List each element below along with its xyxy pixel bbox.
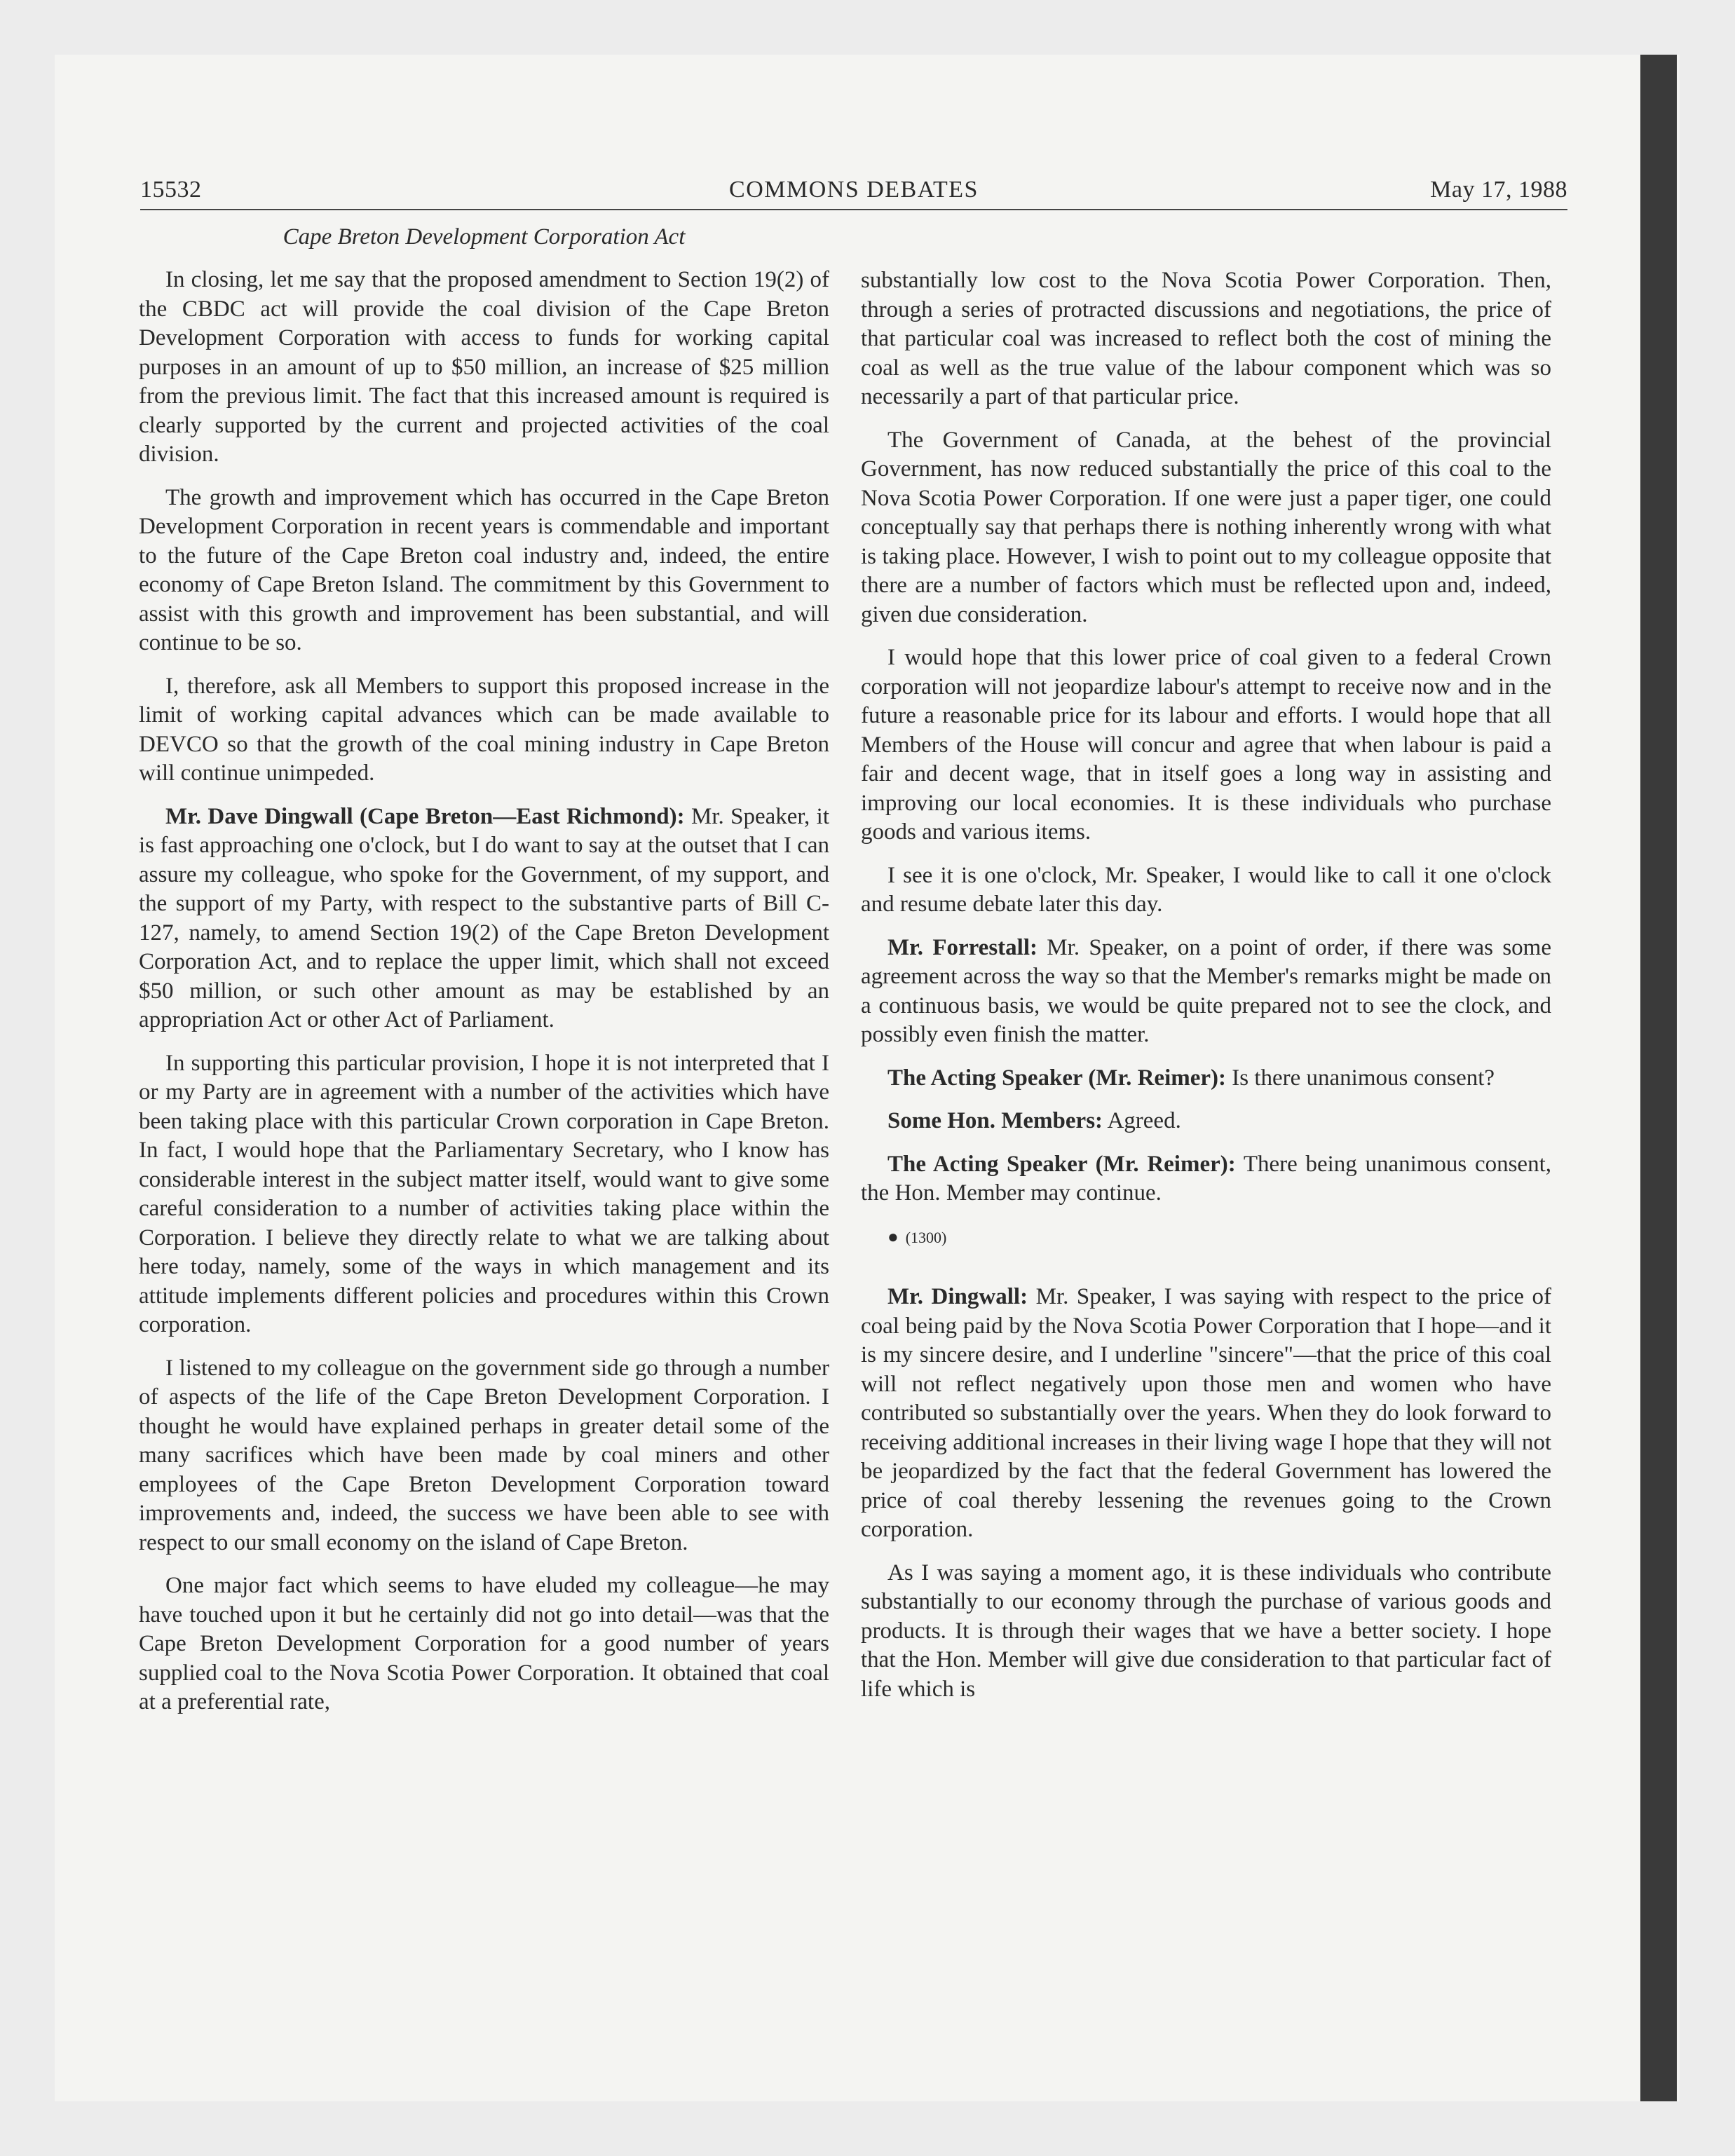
- speech-text: Is there unanimous consent?: [1226, 1065, 1495, 1091]
- speaker-name: Mr. Forrestall:: [887, 934, 1037, 960]
- header-date: May 17, 1988: [1430, 177, 1567, 203]
- speech-paragraph: [861, 1064, 1551, 1093]
- paragraph: One major fact which seems to have eluded my colleague—he may have touched upon it but he certainly did not go into detail—was that the Cape Breton Development Corporation for a good number of years supplied coal to the Nova Scotia Power Corporation. It obtained that coal at a preferential rate,: [139, 1573, 829, 1714]
- paragraph: The Government of Canada, at the behest of the provincial Government, has now reduced substantially the price of this coal to the Nova Scotia Power Corporation. If one were just a paper tiger, one could conceptually say that perhaps there is nothing inherently wrong with what is taking place. However, I wish to point out to my colleague opposite that there are a number of factors which must be reflected upon and, indeed, given due consideration.: [861, 427, 1551, 627]
- speech-paragraph: [139, 803, 829, 1035]
- speech-text: There being unanimous consent, the Hon. Member may continue.: [861, 1151, 1552, 1206]
- paragraph: In supporting this particular provision, I hope it is not interpreted that I or my Party are in agreement with a number of the activities which have been taking place with this particular Crown corporation in Cape Breton. In fact, I would hope that the Parliamentary Secretary, who I know has considerable interest in the subject matter itself, would want to give some careful consideration to a number of activities taking place within the Corporation. I believe they directly relate to what we are talking about here today, namely, some of the ways in which management and its attitude implements different policies and procedures within this Crown corporation.: [139, 1050, 829, 1337]
- paragraph: I would hope that this lower price of coal given to a federal Crown corporation will not jeopardize labour's attempt to receive now and in the future a reasonable price for its labour and efforts. I would hope that all Members of the House will concur and agree that when labour is paid a fair and decent wage, that in itself goes a long way in assisting and improving our local economies. It is these individuals who purchase goods and various items.: [861, 645, 1551, 845]
- speech-text: Agreed.: [1103, 1108, 1181, 1133]
- paragraph: As I was saying a moment ago, it is these individuals who contribute substantially to our economy through the purchase of various goods and products. It is through their wages that we have a better society. I hope that the Hon. Member will give due consideration to that particular fact of life which is: [861, 1560, 1551, 1702]
- paragraph-continued: substantially low cost to the Nova Scotia Power Corporation. Then, through a series of protracted discussions and negotiations, the price of that particular coal was increased to reflect both the cost of mining the coal as well as the true value of the labour component which was so necessarily a part of that particular price.: [861, 268, 1551, 409]
- section-title: Cape Breton Development Corporation Act: [283, 224, 686, 250]
- speaker-name: Mr. Dingwall:: [887, 1284, 1028, 1309]
- speech-text: Mr. Speaker, on a point of order, if there was some agreement across the way so that the Member's remarks might be made on a continuous basis, we would be quite prepared not to see the clock, and possibly even finish the matter.: [861, 934, 1551, 1047]
- speaker-name: The Acting Speaker (Mr. Reimer):: [887, 1065, 1226, 1091]
- bullet-icon: ●: [887, 1226, 899, 1247]
- paragraph: I, therefore, ask all Members to support this proposed increase in the limit of working capital advances which can be made available to DEVCO so that the growth of the coal mining industry in Cape Breton will continue unimpeded.: [139, 673, 829, 786]
- paragraph: The growth and improvement which has occurred in the Cape Breton Development Corporation in recent years is commendable and important to the future of the Cape Breton coal industry and, indeed, the entire economy of Cape Breton Island. The commitment by this Government to assist with this growth and improvement has been substantial, and will continue to be so.: [139, 484, 829, 655]
- page-number: 15532: [140, 177, 202, 203]
- speech-text: Mr. Speaker, it is fast approaching one o'clock, but I do want to say at the outset that I can assure my colleague, who spoke for the Government, of my support, and the support of my Party, with respect to the substantive parts of Bill C-127, namely, to amend Section 19(2) of the Cape Breton Development Corporation Act, and to replace the upper limit, which shall not exceed $50 million, or such other amount as may be established by an appropriation Act or other Act of Parliament.: [139, 803, 829, 1032]
- speech-paragraph: [861, 1150, 1551, 1208]
- time-marker-text: (1300): [905, 1228, 947, 1246]
- speaker-name: Some Hon. Members:: [887, 1108, 1103, 1133]
- speech-paragraph: [861, 1107, 1551, 1136]
- speech-text: Mr. Speaker, I was saying with respect to the price of coal being paid by the Nova Scotia Power Corporation that I hope—and it is my sincere desire, and I underline "sincere"—that the price of this coal will not reflect negatively upon those men and women who have contributed so substantially over the years. When they do look forward to receiving additional increases in their living wage I hope that they will not be jeopardized by the fact that the federal Government has lowered the price of coal thereby lessening the revenues going to the Crown corporation.: [861, 1284, 1551, 1542]
- paragraph: In closing, let me say that the proposed amendment to Section 19(2) of the CBDC act will provide the coal division of the Cape Breton Development Corporation with access to funds for working capital purposes in an amount of up to $50 million, an increase of $25 million from the previous limit. The fact that this increased amount is required is clearly supported by the current and projected activities of the coal division.: [139, 267, 829, 467]
- left-column: [139, 223, 829, 1731]
- paragraph: I listened to my colleague on the government side go through a number of aspects of the life of the Cape Breton Development Corporation. I thought he would have explained perhaps in greater detail some of the many sacrifices which have been made by coal miners and other employees of the Cape Breton Development Corporation toward improvements and, indeed, the success we have been able to see with respect to our small economy on the island of Cape Breton.: [139, 1355, 829, 1555]
- running-title: COMMONS DEBATES: [729, 177, 979, 203]
- speaker-name: The Acting Speaker (Mr. Reimer):: [887, 1151, 1236, 1177]
- speaker-name: Mr. Dave Dingwall (Cape Breton—East Richmond):: [165, 803, 685, 829]
- speech-paragraph: [861, 934, 1551, 1050]
- right-column: [861, 266, 1551, 1718]
- page-header: [140, 177, 1567, 210]
- time-marker: [887, 1222, 1551, 1253]
- scan-edge-band: [1640, 55, 1677, 2101]
- speech-paragraph: [861, 1283, 1551, 1545]
- paragraph: I see it is one o'clock, Mr. Speaker, I would like to call it one o'clock and resume debate later this day.: [861, 862, 1551, 917]
